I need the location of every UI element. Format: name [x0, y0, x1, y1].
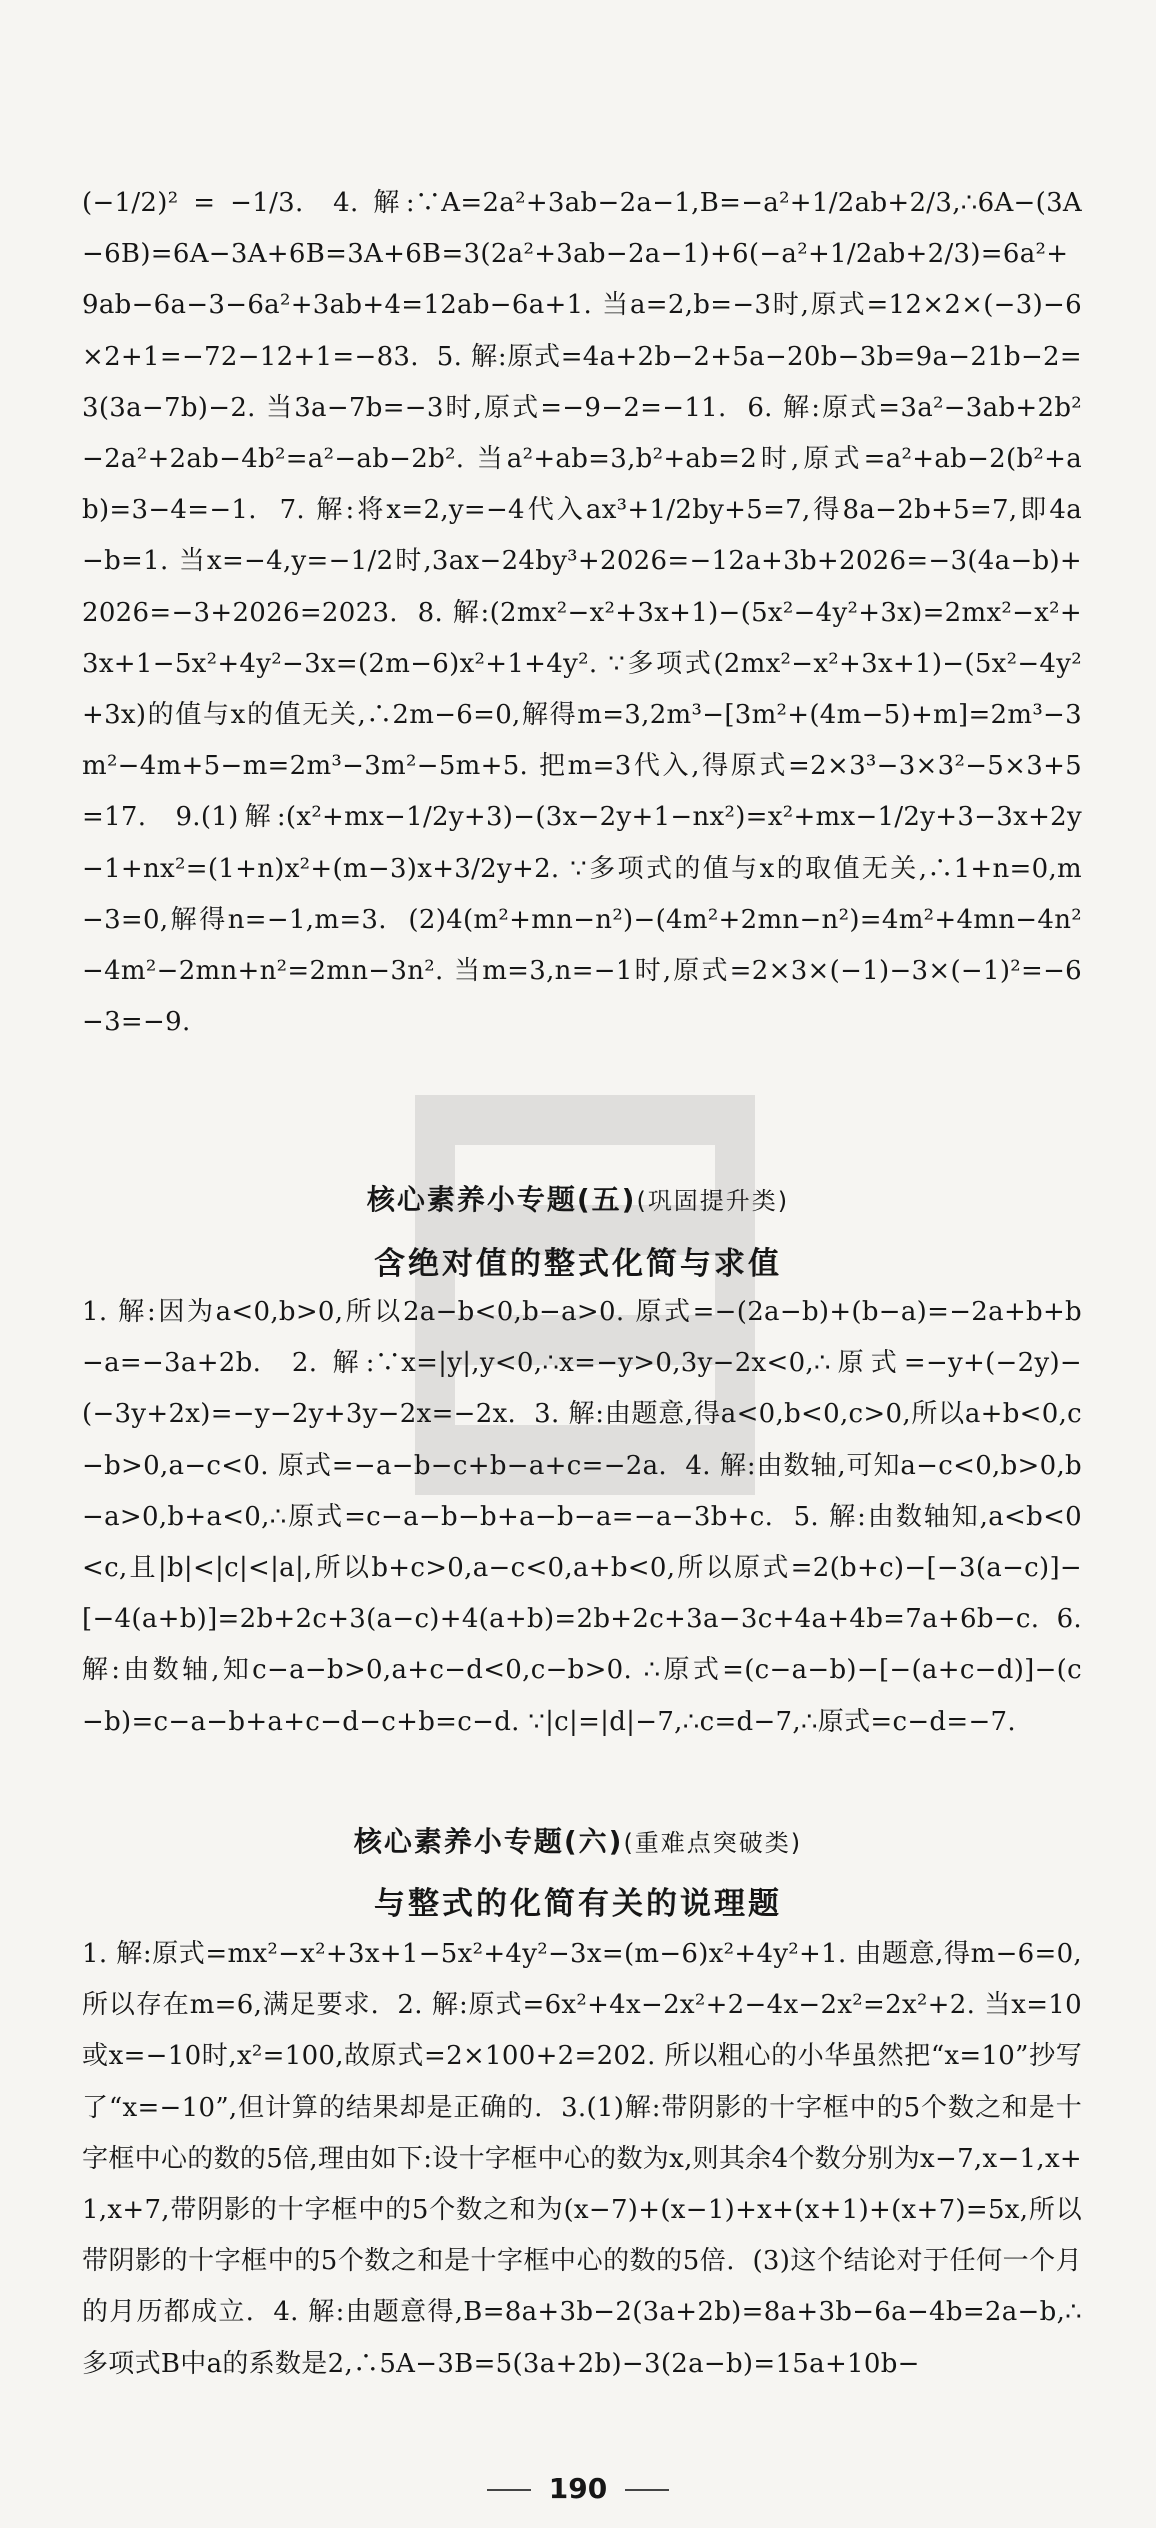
section-heading-6: [0, 1820, 1156, 1860]
section-subheading-6: 与整式的化简有关的说理题: [374, 1886, 782, 1922]
section-heading-5: [0, 1178, 1156, 1218]
section-heading-6-title: 核心素养小专题(六): [353, 1825, 624, 1858]
section-heading-5-sub: (巩固提升类): [636, 1187, 790, 1215]
page-footer: [0, 2472, 1156, 2505]
answers-part-1: (−1/2)² = −1/3. 4. 解:∵A=2a²+3ab−2a−1,B=−a²+1/2ab+2/3,∴6A−(3A−6B)=6A−3A+6B=3A+6B=3(2a²+3ab−2a−1)+6(−a²+1/2ab+2/3)=6a²+9ab−6a−3−6a²+3ab+4=12ab−6a+1. 当a=2,b=−3时,原式=12×2×(−3)−6×2+1=−72−12+1=−83. 5. 解:原式=4a+2b−2+5a−20b−3b=9a−21b−2=3(3a−7b)−2. 当3a−7b=−3时,原式=−9−2=−11. 6. 解:原式=3a²−3ab+2b²−2a²+2ab−4b²=a²−ab−2b². 当a²+ab=3,b²+ab=2时,原式=a²+ab−2(b²+ab)=3−4=−1. 7. 解:将x=2,y=−4代入ax³+1/2by+5=7,得8a−2b+5=7,即4a−b=1. 当x=−4,y=−1/2时,3ax−24by³+2026=−12a+3b+2026=−3(4a−b)+2026=−3+2026=2023. 8. 解:(2mx²−x²+3x+1)−(5x²−4y²+3x)=2mx²−x²+3x+1−5x²+4y²−3x=(2m−6)x²+1+4y². ∵多项式(2mx²−x²+3x+1)−(5x²−4y²+3x)的值与x的值无关,∴2m−6=0,解得m=3,2m³−[3m²+(4m−5)+m]=2m³−3m²−4m+5−m=2m³−3m²−5m+5. 把m=3代入,得原式=2×3³−3×3²−5×3+5=17. 9.(1)解:(x²+mx−1/2y+3)−(3x−2y+1−nx²)=x²+mx−1/2y+3−3x+2y−1+nx²=(1+n)x²+(m−3)x+3/2y+2. ∵多项式的值与x的取值无关,∴1+n=0,m−3=0,解得n=−1,m=3. (2)4(m²+mn−n²)−(4m²+2mn−n²)=4m²+4mn−4n²−4m²−2mn+n²=2mn−3n². 当m=3,n=−1时,原式=2×3×(−1)−3×(−1)²=−6−3=−9.: [82, 188, 1082, 1038]
answers-part-3: 1. 解:原式=mx²−x²+3x+1−5x²+4y²−3x=(m−6)x²+4y²+1. 由题意,得m−6=0,所以存在m=6,满足要求. 2. 解:原式=6x²+4x−2x²+2−4x−2x²=2x²+2. 当x=10或x=−10时,x²=100,故原式=2×100+2=202. 所以粗心的小华虽然把“x=10”抄写了“x=−10”,但计算的结果却是正确的. 3.(1)解:带阴影的十字框中的5个数之和是十字框中心的数的5倍,理由如下:设十字框中心的数为x,则其余4个数分别为x−7,x−1,x+1,x+7,带阴影的十字框中的5个数之和为(x−7)+(x−1)+x+(x+1)+(x+7)=5x,所以带阴影的十字框中的5个数之和是十字框中心的数的5倍. (3)这个结论对于任何一个月的月历都成立. 4. 解:由题意得,B=8a+3b−2(3a+2b)=8a+3b−6a−4b=2a−b,∴多项式B中a的系数是2,∴5A−3B=5(3a+2b)−3(2a−b)=15a+10b−: [82, 1939, 1082, 2379]
footer-dash-left: [487, 2489, 531, 2491]
section-heading-6-sub: (重难点突破类): [623, 1829, 803, 1857]
page-number: 190: [548, 2472, 608, 2505]
answers-part-2: 1. 解:因为a<0,b>0,所以2a−b<0,b−a>0. 原式=−(2a−b)+(b−a)=−2a+b+b−a=−3a+2b. 2. 解:∵x=|y|,y<0,∴x=−y>0,3y−2x<0,∴原式=−y+(−2y)−(−3y+2x)=−y−2y+3y−2x=−2x. 3. 解:由题意,得a<0,b<0,c>0,所以a+b<0,c−b>0,a−c<0. 原式=−a−b−c+b−a+c=−2a. 4. 解:由数轴,可知a−c<0,b>0,b−a>0,b+a<0,∴原式=c−a−b−b+a−b−a=−a−3b+c. 5. 解:由数轴知,a<b<0<c,且|b|<|c|<|a|,所以b+c>0,a−c<0,a+b<0,所以原式=2(b+c)−[−3(a−c)]−[−4(a+b)]=2b+2c+3(a−c)+4(a+b)=2b+2c+3a−3c+4a+4b=7a+6b−c. 6. 解:由数轴,知c−a−b>0,a+c−d<0,c−b>0. ∴原式=(c−a−b)−[−(a+c−d)]−(c−b)=c−a−b+a+c−d−c+b=c−d. ∵|c|=|d|−7,∴c=d−7,∴原式=c−d=−7.: [82, 1297, 1091, 1737]
section-subheading-5: 含绝对值的整式化简与求值: [374, 1246, 782, 1282]
footer-dash-right: [625, 2489, 669, 2491]
section-heading-5-title: 核心素养小专题(五): [366, 1183, 637, 1216]
